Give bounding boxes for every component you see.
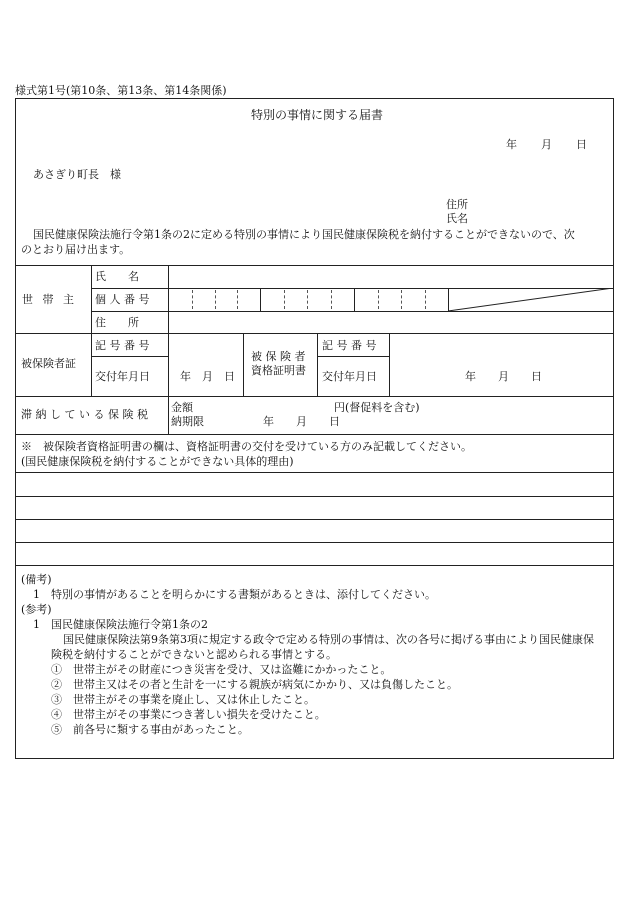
reference-item: ⑤ 前各号に類する事由があったこと。 — [51, 723, 249, 736]
hh-name-label: 氏 名 — [95, 270, 139, 283]
reference-item: ④ 世帯主がその事業につき著しい損失を受けたこと。 — [51, 708, 326, 721]
reference-item1-title: 1 国民健康保険法施行令第1条の2 — [33, 618, 208, 631]
intro-line1: 国民健康保険法施行令第1条の2に定める特別の事情により国民健康保険税を納付することができないので、次 — [33, 228, 575, 241]
due-date: 年 月 日 — [263, 415, 340, 428]
cert-label-2: 資格証明書 — [251, 364, 306, 377]
hh-id-label: 個 人 番 号 — [95, 293, 150, 306]
form-id: 様式第1号(第10条、第13条、第14条関係) — [15, 84, 227, 97]
amount-label: 金額 — [171, 401, 193, 414]
remarks-item1: 1 特別の事情があることを明らかにする書類があるときは、添付してください。 — [33, 588, 436, 601]
arrears-label: 滞 納 し て い る 保 険 税 — [21, 408, 148, 421]
amount-unit: 円(督促料を含む) — [334, 401, 420, 414]
address-label: 住所 — [446, 198, 468, 211]
addressee: あさぎり町長 様 — [33, 168, 121, 181]
intro-line2: のとおり届け出ます。 — [21, 243, 131, 256]
hh-address-label: 住 所 — [95, 316, 139, 329]
remarks-heading: (備考) — [21, 573, 52, 586]
due-label: 納期限 — [171, 415, 204, 428]
reference-body-line2: 険税を納付することができないと認められる事情とする。 — [51, 648, 337, 661]
cert-symbol-label: 記 号 番 号 — [322, 339, 377, 352]
ic-symbol-label: 記 号 番 号 — [95, 339, 150, 352]
cert-issue-date: 年 月 日 — [465, 370, 542, 383]
cert-label-1: 被 保 険 者 — [251, 350, 306, 363]
household-head-label: 世 帯 主 — [22, 293, 77, 306]
reference-item: ① 世帯主がその財産につき災害を受け、又は盗難にかかったこと。 — [51, 663, 392, 676]
cert-issue-date-label: 交付年月日 — [322, 370, 377, 383]
date-day: 日 — [576, 138, 587, 151]
insured-card-label: 被保険者証 — [21, 357, 76, 370]
ic-issue-date: 年 月 日 — [180, 370, 235, 383]
date-year: 年 — [506, 138, 517, 151]
name-label: 氏名 — [446, 212, 468, 225]
certificate-note: ※ 被保険者資格証明書の欄は、資格証明書の交付を受けている方のみ記載してください。 — [21, 440, 472, 453]
reference-item: ② 世帯主又はその者と生計を一にする親族が病気にかかり、又は負傷したこと。 — [51, 678, 458, 691]
reference-heading: (参考) — [21, 603, 52, 616]
reference-body-line1: 国民健康保険法第9条第3項に規定する政令で定める特別の事情は、次の各号に掲げる事由により国民健康保 — [63, 633, 594, 646]
reference-item: ③ 世帯主がその事業を廃止し、又は休止したこと。 — [51, 693, 315, 706]
id-diagonal — [448, 288, 613, 311]
form-title: 特別の事情に関する届書 — [251, 108, 384, 122]
date-month: 月 — [541, 138, 552, 151]
ic-issue-date-label: 交付年月日 — [95, 370, 150, 383]
reason-heading: (国民健康保険税を納付することができない具体的理由) — [21, 455, 294, 468]
